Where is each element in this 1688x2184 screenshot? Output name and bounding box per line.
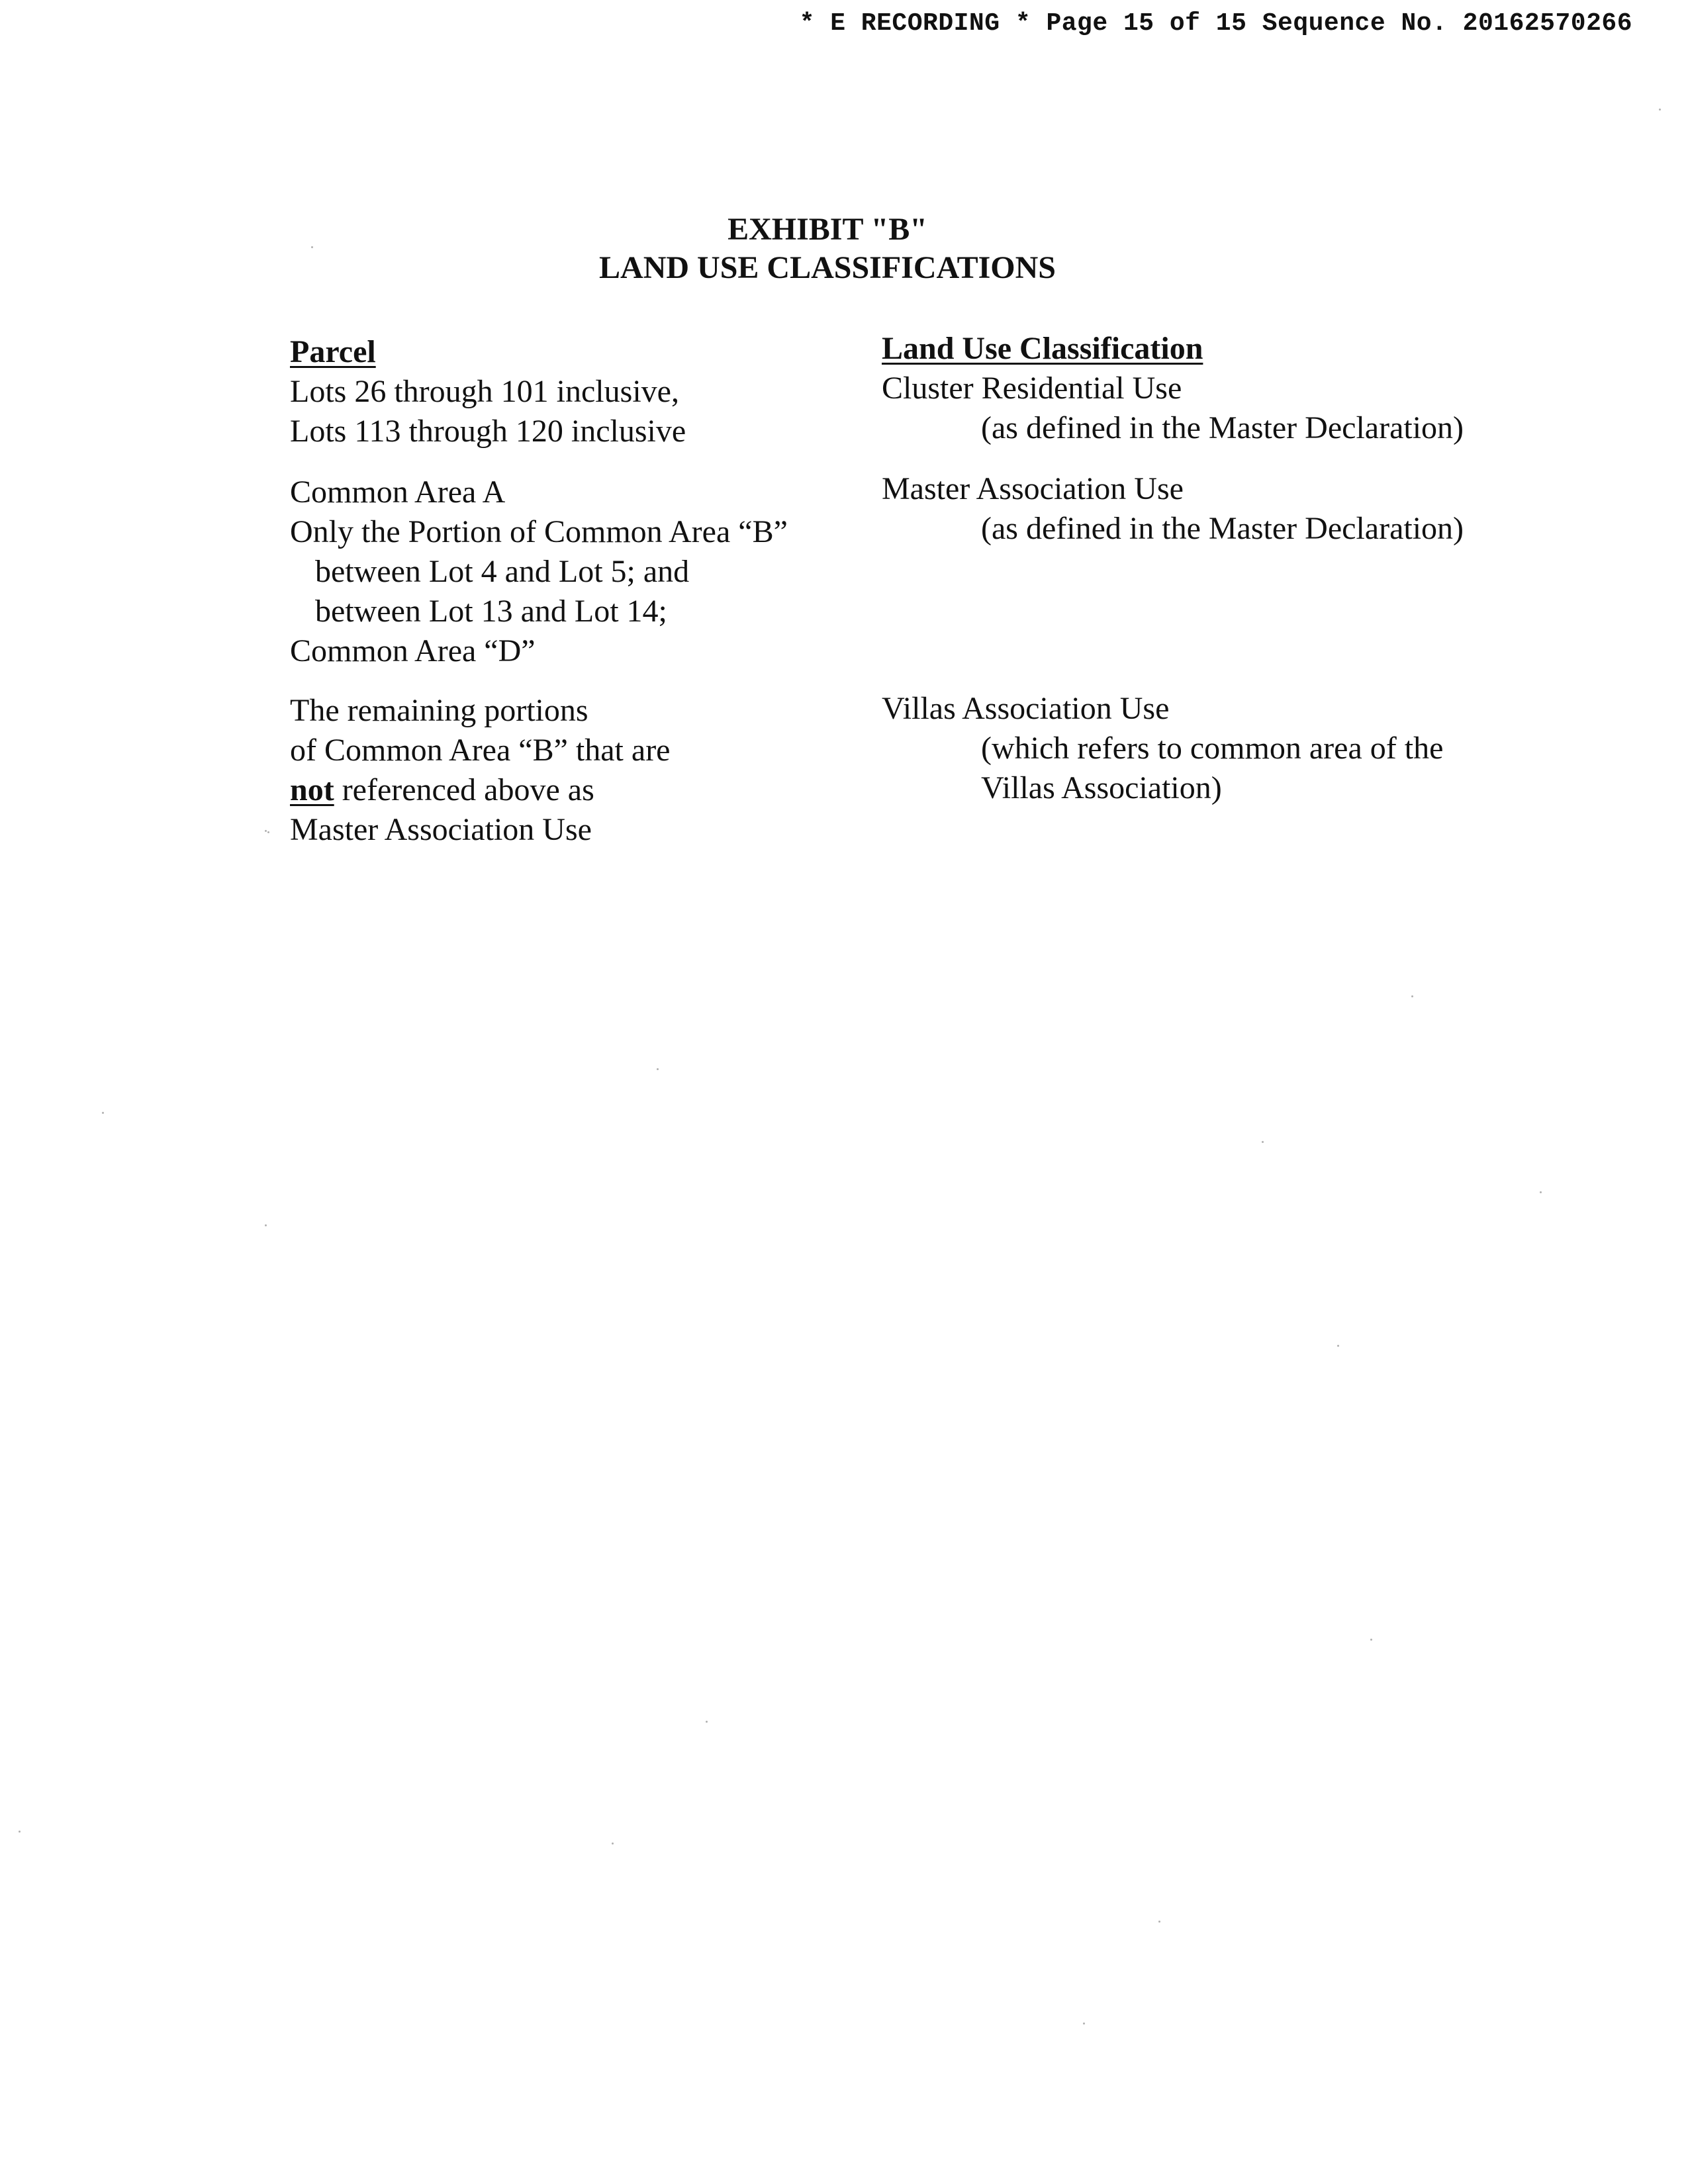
parcel-heading: Parcel — [290, 334, 376, 369]
parcel-line: Lots 113 through 120 inclusive — [290, 414, 686, 449]
exhibit-title: EXHIBIT "B" — [727, 212, 927, 247]
parcel-entry-3 — [290, 691, 872, 850]
classification-note: Villas Association) — [981, 770, 1222, 805]
parcel-line: Common Area “D” — [290, 633, 536, 668]
parcel-line: of Common Area “B” that are — [290, 733, 671, 768]
scan-speck — [1083, 2023, 1085, 2025]
scan-speck — [311, 246, 313, 248]
parcel-line: between Lot 4 and Lot 5; and — [315, 554, 690, 589]
scan-speck — [267, 831, 269, 833]
parcel-line: Lots 26 through 101 inclusive, — [290, 374, 679, 409]
classification-entry-3 — [882, 689, 1610, 808]
exhibit-title-block — [0, 210, 1655, 287]
scan-speck — [1411, 995, 1413, 997]
scan-speck — [265, 830, 267, 832]
scan-speck — [1540, 1191, 1542, 1193]
recording-stamp: * E RECORDING * Page 15 of 15 Sequence No. 20162570266 — [799, 9, 1632, 38]
parcel-line: Only the Portion of Common Area “B” — [290, 514, 788, 549]
scan-speck — [265, 1224, 267, 1226]
scan-speck — [612, 1843, 614, 1844]
parcel-line-emphasis — [290, 770, 872, 810]
scan-speck — [1370, 1639, 1372, 1641]
scan-speck — [19, 1831, 21, 1833]
parcel-line-rest: referenced above as — [334, 772, 594, 807]
classification-name: Master Association Use — [882, 471, 1184, 506]
scan-speck — [657, 1068, 659, 1070]
not-emphasis: not — [290, 772, 334, 807]
classification-entry-1 — [882, 369, 1610, 448]
scan-speck — [1337, 1345, 1339, 1347]
classification-entry-2 — [882, 469, 1610, 549]
scan-speck — [1262, 1141, 1264, 1143]
scan-speck — [1158, 1921, 1160, 1923]
parcel-line: The remaining portions — [290, 693, 588, 728]
exhibit-subtitle: LAND USE CLASSIFICATIONS — [599, 250, 1056, 285]
scan-speck — [102, 1112, 104, 1114]
scan-speck — [706, 1721, 708, 1723]
classification-name: Cluster Residential Use — [882, 371, 1182, 406]
parcel-entry-2 — [290, 473, 872, 671]
scan-speck — [1659, 109, 1661, 111]
classification-note: (as defined in the Master Declaration) — [981, 410, 1464, 445]
parcel-line: between Lot 13 and Lot 14; — [315, 594, 667, 629]
parcel-entry-1 — [290, 372, 872, 451]
parcel-line: Master Association Use — [290, 812, 592, 847]
classification-column — [882, 329, 1610, 808]
classification-note: (which refers to common area of the — [981, 731, 1444, 766]
classification-note: (as defined in the Master Declaration) — [981, 511, 1464, 546]
parcel-column — [290, 332, 872, 850]
parcel-line: Common Area A — [290, 475, 506, 510]
classification-heading: Land Use Classification — [882, 331, 1203, 366]
classification-name: Villas Association Use — [882, 691, 1170, 726]
